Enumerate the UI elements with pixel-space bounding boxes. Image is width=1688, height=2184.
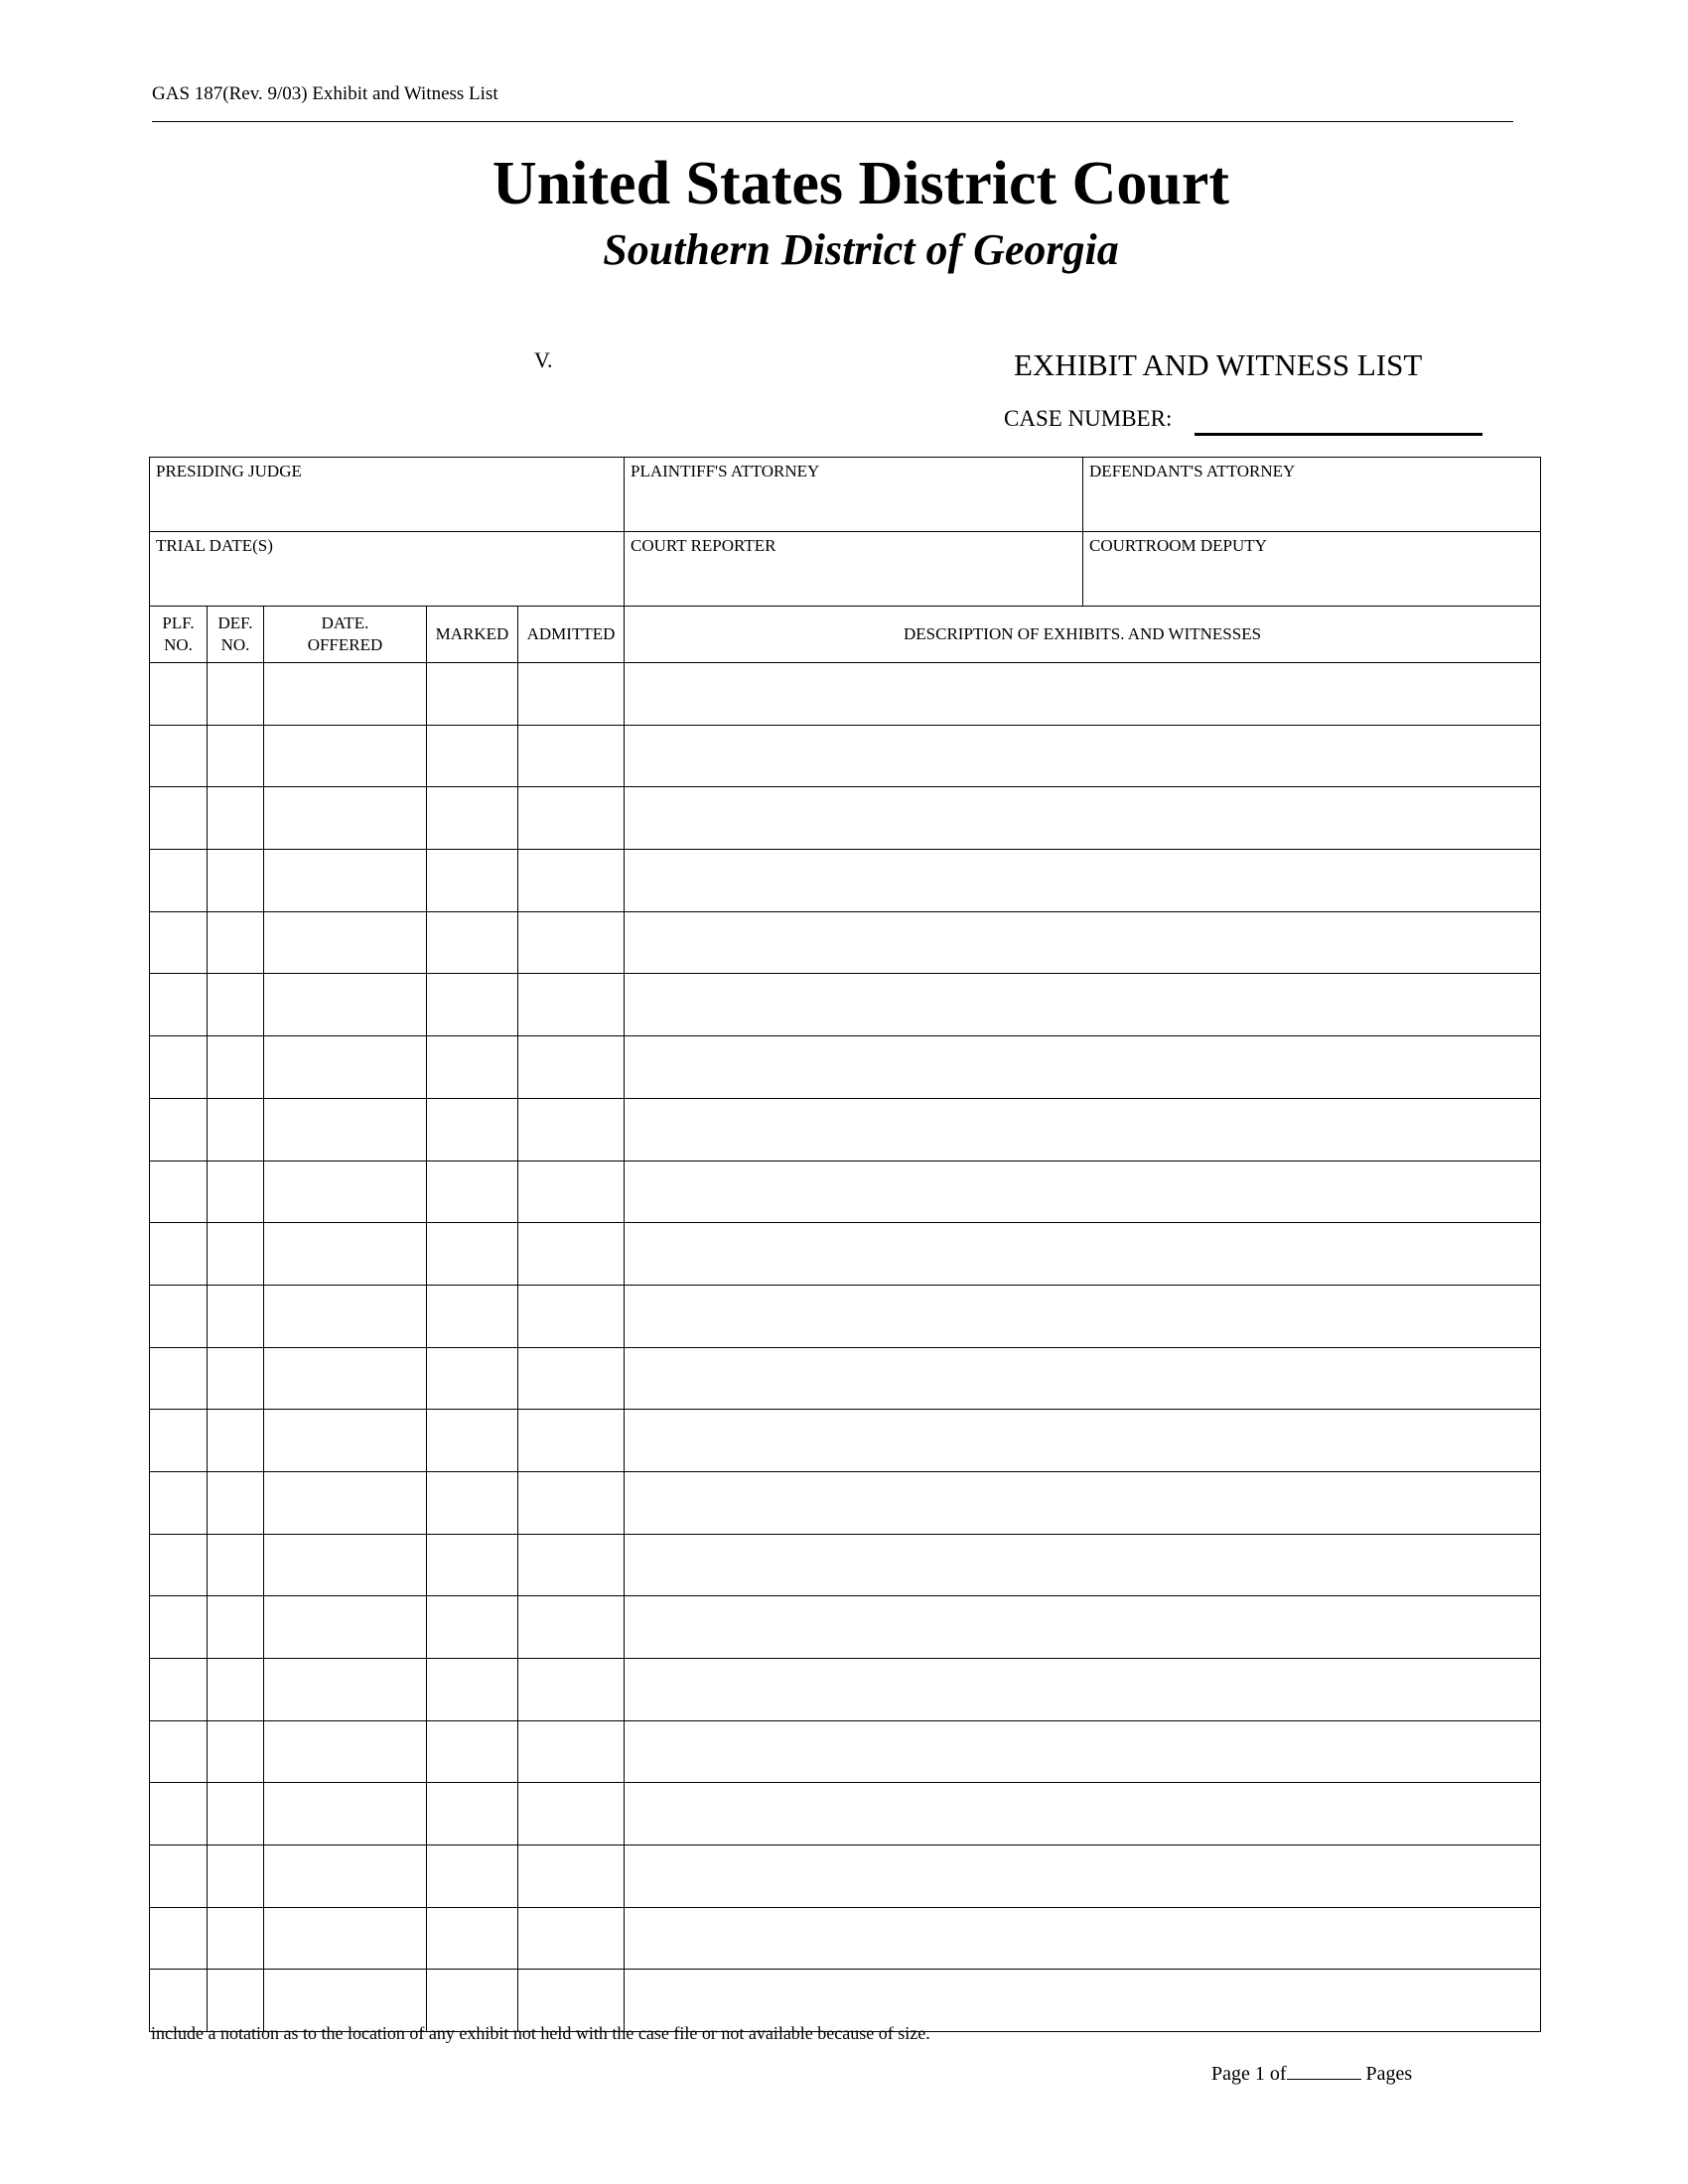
description-cell[interactable] <box>625 850 1541 912</box>
page-suffix: Pages <box>1365 2063 1413 2085</box>
case-number-label: CASE NUMBER: <box>1004 406 1173 431</box>
date-offered-cell[interactable] <box>264 1285 427 1347</box>
col-admitted: ADMITTED <box>518 607 625 663</box>
description-cell[interactable] <box>625 1036 1541 1099</box>
description-cell[interactable] <box>625 1720 1541 1783</box>
marked-cell[interactable] <box>427 974 518 1036</box>
table-row <box>150 1160 1541 1223</box>
description-cell[interactable] <box>625 1845 1541 1908</box>
def-no-cell[interactable] <box>208 1596 264 1659</box>
date-offered-cell[interactable] <box>264 1471 427 1534</box>
description-cell[interactable] <box>625 725 1541 787</box>
marked-cell[interactable] <box>427 725 518 787</box>
marked-cell[interactable] <box>427 787 518 850</box>
table-row <box>150 1659 1541 1721</box>
date-offered-cell[interactable] <box>264 1596 427 1659</box>
description-cell[interactable] <box>625 1160 1541 1223</box>
admitted-cell[interactable] <box>518 1720 625 1783</box>
admitted-cell[interactable] <box>518 1596 625 1659</box>
marked-cell[interactable] <box>427 1534 518 1596</box>
admitted-cell[interactable] <box>518 1471 625 1534</box>
plaintiffs-attorney-label: PLAINTIFF'S ATTORNEY <box>631 462 820 480</box>
trial-dates-label: TRIAL DATE(S) <box>156 536 273 555</box>
plf-no-cell[interactable] <box>150 1098 208 1160</box>
admitted-cell[interactable] <box>518 1285 625 1347</box>
date-offered-cell[interactable] <box>264 974 427 1036</box>
description-cell[interactable] <box>625 787 1541 850</box>
col-marked: MARKED <box>427 607 518 663</box>
marked-cell[interactable] <box>427 1098 518 1160</box>
date-offered-cell[interactable] <box>264 787 427 850</box>
def-no-cell[interactable] <box>208 1534 264 1596</box>
plf-no-cell[interactable] <box>150 1410 208 1472</box>
def-no-cell[interactable] <box>208 850 264 912</box>
def-no-cell[interactable] <box>208 663 264 726</box>
def-no-cell[interactable] <box>208 911 264 974</box>
admitted-cell[interactable] <box>518 1036 625 1099</box>
admitted-cell[interactable] <box>518 1098 625 1160</box>
col-def-no: DEF. NO. <box>208 607 264 663</box>
def-no-cell[interactable] <box>208 1098 264 1160</box>
marked-cell[interactable] <box>427 663 518 726</box>
page-number <box>1211 2061 1412 2086</box>
date-offered-cell[interactable] <box>264 850 427 912</box>
plf-no-cell[interactable] <box>150 787 208 850</box>
versus-label: V. <box>534 347 553 372</box>
admitted-cell[interactable] <box>518 1347 625 1410</box>
description-cell[interactable] <box>625 1783 1541 1845</box>
court-reporter-label: COURT REPORTER <box>631 536 776 555</box>
def-no-cell[interactable] <box>208 1659 264 1721</box>
court-title: United States District Court <box>492 150 1230 217</box>
plf-no-cell[interactable] <box>150 1036 208 1099</box>
admitted-cell[interactable] <box>518 1845 625 1908</box>
table-row <box>150 1347 1541 1410</box>
plf-no-cell[interactable] <box>150 850 208 912</box>
date-offered-cell[interactable] <box>264 1098 427 1160</box>
description-cell[interactable] <box>625 1907 1541 1970</box>
table-row <box>150 1285 1541 1347</box>
total-pages-field[interactable] <box>1287 2061 1361 2080</box>
admitted-cell[interactable] <box>518 1410 625 1472</box>
marked-cell[interactable] <box>427 1596 518 1659</box>
marked-cell[interactable] <box>427 1410 518 1472</box>
table-row <box>150 1471 1541 1534</box>
description-cell[interactable] <box>625 1471 1541 1534</box>
admitted-cell[interactable] <box>518 725 625 787</box>
description-cell[interactable] <box>625 1534 1541 1596</box>
date-offered-cell[interactable] <box>264 1160 427 1223</box>
def-no-cell[interactable] <box>208 1223 264 1286</box>
description-cell[interactable] <box>625 1098 1541 1160</box>
date-offered-cell[interactable] <box>264 1347 427 1410</box>
date-offered-cell[interactable] <box>264 725 427 787</box>
date-offered-cell[interactable] <box>264 1036 427 1099</box>
description-cell[interactable] <box>625 1410 1541 1472</box>
table-row <box>150 663 1541 726</box>
col-date-offered: DATE. OFFERED <box>264 607 427 663</box>
table-row <box>150 1534 1541 1596</box>
list-title: EXHIBIT AND WITNESS LIST <box>1014 347 1423 382</box>
plf-no-cell[interactable] <box>150 1534 208 1596</box>
marked-cell[interactable] <box>427 850 518 912</box>
def-no-cell[interactable] <box>208 1285 264 1347</box>
plf-no-cell[interactable] <box>150 1907 208 1970</box>
defendants-attorney-field[interactable] <box>1083 458 1541 532</box>
footnote: include a notation as to the location of any exhibit not held with the case file or not available because of size. <box>151 2023 930 2043</box>
plf-no-cell[interactable] <box>150 1471 208 1534</box>
marked-cell[interactable] <box>427 1845 518 1908</box>
plf-no-cell[interactable] <box>150 1160 208 1223</box>
marked-cell[interactable] <box>427 1783 518 1845</box>
def-no-cell[interactable] <box>208 1845 264 1908</box>
date-offered-cell[interactable] <box>264 1659 427 1721</box>
plf-no-cell[interactable] <box>150 1596 208 1659</box>
plf-no-cell[interactable] <box>150 663 208 726</box>
marked-cell[interactable] <box>427 1659 518 1721</box>
date-offered-cell[interactable] <box>264 1410 427 1472</box>
admitted-cell[interactable] <box>518 1659 625 1721</box>
presiding-judge-label: PRESIDING JUDGE <box>156 462 302 480</box>
def-no-cell[interactable] <box>208 1410 264 1472</box>
description-cell[interactable] <box>625 1285 1541 1347</box>
table-row <box>150 1783 1541 1845</box>
description-cell[interactable] <box>625 1347 1541 1410</box>
admitted-cell[interactable] <box>518 911 625 974</box>
marked-cell[interactable] <box>427 1720 518 1783</box>
def-no-cell[interactable] <box>208 1160 264 1223</box>
page-prefix: Page 1 of <box>1211 2063 1287 2085</box>
table-row <box>150 1098 1541 1160</box>
description-cell[interactable] <box>625 974 1541 1036</box>
admitted-cell[interactable] <box>518 787 625 850</box>
marked-cell[interactable] <box>427 1160 518 1223</box>
date-offered-cell[interactable] <box>264 1845 427 1908</box>
marked-cell[interactable] <box>427 1907 518 1970</box>
marked-cell[interactable] <box>427 1223 518 1286</box>
plf-no-cell[interactable] <box>150 1347 208 1410</box>
description-cell[interactable] <box>625 1223 1541 1286</box>
table-row <box>150 850 1541 912</box>
date-offered-cell[interactable] <box>264 911 427 974</box>
date-offered-cell[interactable] <box>264 1720 427 1783</box>
plf-no-cell[interactable] <box>150 1223 208 1286</box>
def-no-cell[interactable] <box>208 1036 264 1099</box>
marked-cell[interactable] <box>427 1285 518 1347</box>
def-no-cell[interactable] <box>208 1783 264 1845</box>
def-no-cell[interactable] <box>208 787 264 850</box>
trial-dates-field[interactable] <box>150 532 625 607</box>
description-cell[interactable] <box>625 1659 1541 1721</box>
col-description: DESCRIPTION OF EXHIBITS. AND WITNESSES <box>625 607 1541 663</box>
admitted-cell[interactable] <box>518 663 625 726</box>
def-no-cell[interactable] <box>208 974 264 1036</box>
courtroom-deputy-label: COURTROOM DEPUTY <box>1089 536 1267 555</box>
table-row <box>150 1845 1541 1908</box>
admitted-cell[interactable] <box>518 974 625 1036</box>
admitted-cell[interactable] <box>518 1907 625 1970</box>
plf-no-cell[interactable] <box>150 1783 208 1845</box>
admitted-cell[interactable] <box>518 1160 625 1223</box>
date-offered-cell[interactable] <box>264 663 427 726</box>
date-offered-cell[interactable] <box>264 1783 427 1845</box>
exhibit-table <box>149 457 1541 2032</box>
marked-cell[interactable] <box>427 1036 518 1099</box>
marked-cell[interactable] <box>427 1347 518 1410</box>
courtroom-deputy-field[interactable] <box>1083 532 1541 607</box>
defendants-attorney-label: DEFENDANT'S ATTORNEY <box>1089 462 1296 480</box>
col-plf-no: PLF. NO. <box>150 607 208 663</box>
plf-no-cell[interactable] <box>150 1285 208 1347</box>
admitted-cell[interactable] <box>518 1783 625 1845</box>
case-number-field[interactable] <box>1195 433 1482 436</box>
description-cell[interactable] <box>625 663 1541 726</box>
form-id: GAS 187(Rev. 9/03) Exhibit and Witness List <box>152 83 498 104</box>
presiding-judge-field[interactable] <box>150 458 625 532</box>
def-no-cell[interactable] <box>208 1347 264 1410</box>
table-row <box>150 1907 1541 1970</box>
plf-no-cell[interactable] <box>150 1720 208 1783</box>
description-cell[interactable] <box>625 911 1541 974</box>
table-row <box>150 974 1541 1036</box>
def-no-cell[interactable] <box>208 1907 264 1970</box>
table-row <box>150 1036 1541 1099</box>
table-row <box>150 1596 1541 1659</box>
marked-cell[interactable] <box>427 1471 518 1534</box>
plaintiffs-attorney-field[interactable] <box>625 458 1083 532</box>
admitted-cell[interactable] <box>518 1223 625 1286</box>
def-no-cell[interactable] <box>208 1720 264 1783</box>
table-row <box>150 1720 1541 1783</box>
admitted-cell[interactable] <box>518 1534 625 1596</box>
table-row <box>150 1410 1541 1472</box>
table-row <box>150 1223 1541 1286</box>
table-row <box>150 787 1541 850</box>
plf-no-cell[interactable] <box>150 725 208 787</box>
date-offered-cell[interactable] <box>264 1534 427 1596</box>
def-no-cell[interactable] <box>208 1471 264 1534</box>
plf-no-cell[interactable] <box>150 1659 208 1721</box>
district-subtitle: Southern District of Georgia <box>603 225 1119 274</box>
header-rule <box>152 121 1513 122</box>
plf-no-cell[interactable] <box>150 911 208 974</box>
marked-cell[interactable] <box>427 911 518 974</box>
table-row <box>150 725 1541 787</box>
date-offered-cell[interactable] <box>264 1907 427 1970</box>
court-reporter-field[interactable] <box>625 532 1083 607</box>
description-cell[interactable] <box>625 1596 1541 1659</box>
plf-no-cell[interactable] <box>150 1845 208 1908</box>
plf-no-cell[interactable] <box>150 974 208 1036</box>
date-offered-cell[interactable] <box>264 1223 427 1286</box>
table-row <box>150 911 1541 974</box>
admitted-cell[interactable] <box>518 850 625 912</box>
def-no-cell[interactable] <box>208 725 264 787</box>
